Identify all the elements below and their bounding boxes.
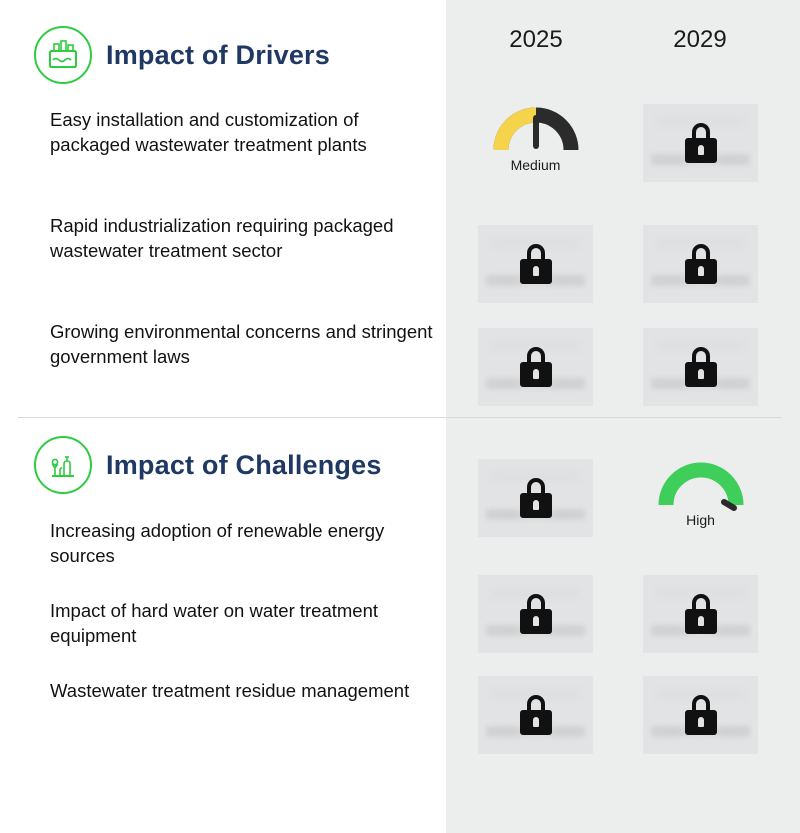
challenge-item-1-text: Increasing adoption of renewable energy sources: [50, 520, 385, 566]
locked-tile[interactable]: [478, 676, 593, 754]
lock-icon: [519, 347, 553, 387]
driver-1-2029-locked-cell[interactable]: [643, 104, 758, 182]
driver-2-2029-locked-cell[interactable]: [643, 225, 758, 303]
locked-tile[interactable]: [478, 328, 593, 406]
challenge-item-3-text: Wastewater treatment residue management: [50, 680, 410, 701]
factory-water-treatment-icon: [34, 26, 92, 84]
driver-item-1-text: Easy installation and customization of packaged wastewater treatment plants: [50, 109, 367, 155]
chess-challenge-icon: [34, 436, 92, 494]
section-header-challenges: [34, 436, 382, 494]
section-title-challenges: Impact of Challenges: [106, 449, 382, 480]
locked-tile[interactable]: [478, 459, 593, 537]
column-header-2025: 2025: [509, 26, 563, 53]
challenge-item-2-text: Impact of hard water on water treatment equipment: [50, 600, 379, 646]
driver-3-2029-locked-cell[interactable]: [643, 328, 758, 406]
section-header-drivers: [34, 26, 330, 84]
section-title-drivers: Impact of Drivers: [106, 39, 330, 70]
lock-icon: [684, 123, 718, 163]
lock-icon: [519, 594, 553, 634]
gauge-high: [643, 459, 758, 537]
challenge-2-2029-locked-cell[interactable]: [643, 575, 758, 653]
driver-item-2-text: Rapid industrialization requiring packaged wastewater treatment sector: [50, 215, 394, 261]
driver-1-2025-gauge-cell: [478, 104, 593, 182]
locked-tile[interactable]: [478, 575, 593, 653]
challenge-3-2025-locked-cell[interactable]: [478, 676, 593, 754]
lock-icon: [519, 244, 553, 284]
section-divider: [18, 417, 782, 418]
locked-tile[interactable]: [643, 328, 758, 406]
challenge-2-2025-locked-cell[interactable]: [478, 575, 593, 653]
lock-icon: [519, 478, 553, 518]
lock-icon: [519, 695, 553, 735]
driver-2-2025-locked-cell[interactable]: [478, 225, 593, 303]
locked-tile[interactable]: [478, 225, 593, 303]
locked-tile[interactable]: [643, 575, 758, 653]
challenge-3-2029-locked-cell[interactable]: [643, 676, 758, 754]
driver-3-2025-locked-cell[interactable]: [478, 328, 593, 406]
locked-tile[interactable]: [643, 225, 758, 303]
lock-icon: [684, 347, 718, 387]
gauge-label-high: High: [686, 512, 715, 528]
lock-icon: [684, 695, 718, 735]
lock-icon: [684, 244, 718, 284]
column-header-2029: 2029: [673, 26, 727, 53]
challenge-1-2029-gauge-cell: [643, 459, 758, 537]
locked-tile[interactable]: [643, 676, 758, 754]
challenge-1-2025-locked-cell[interactable]: [478, 459, 593, 537]
gauge-medium: [478, 104, 593, 182]
locked-tile[interactable]: [643, 104, 758, 182]
lock-icon: [684, 594, 718, 634]
gauge-label-medium: Medium: [510, 157, 561, 173]
driver-item-3-text: Growing environmental concerns and stringent government laws: [50, 321, 433, 367]
